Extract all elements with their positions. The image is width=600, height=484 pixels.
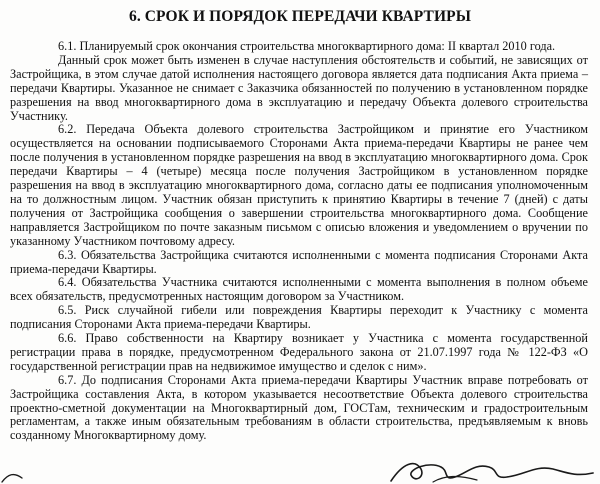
section-heading: 6. СРОК И ПОРЯДОК ПЕРЕДАЧИ КВАРТИРЫ (128, 8, 472, 25)
paragraph-6-7: 6.7. До подписания Сторонами Акта приема-передачи Квартиры Участник вправе потребовать от Застройщика составления Акта, в котором указывается несоответствие Объекта долевого строительства проектно-сметной документации на Многоквартирный дом, ГОСТам, техническим и градостроительным регламентам, а также иным обязательным требованиям в области строительства, предъявляемым к вновь созданному Многоквартирному дому. (10, 372, 588, 443)
margin-stroke (0, 468, 30, 484)
paragraph-6-2: 6.2. Передача Объекта долевого строительства Застройщиком и принятие его Участником осуществляется на основании подписываемого Сторонами Акта приема-передачи Квартиры не ранее чем после получения в установленном порядке разрешения на ввод в эксплуатацию многоквартирного дома. Срок передачи Квартиры – 4 (четыре) месяца после получения Застройщиком в установленном порядке разрешения на ввод в эксплуатацию многоквартирного дома, согласно даты ее подписания уполномоченным на то должностным лицом. Участник обязан приступить к принятию Квартиры в течение 7 (дней) с даты получения от Застройщика сообщения о завершении строительства многоквартирного дома. Сообщение направляется Застройщиком по почте заказным письмом с описью вложения и уведомлением о вручении по указанному Участником почтовому адресу. (10, 122, 588, 248)
paragraph-6-4: 6.4. Обязательства Участника считаются исполненными с момента выполнения в полном объеме всех обязательств, предусмотренных настоящим договором за Участником. (10, 275, 588, 304)
paragraph-6-1: 6.1. Планируемый срок окончания строительства многоквартирного дома: II квартал 2010 года. (58, 39, 556, 53)
paragraph-6-3: 6.3. Обязательства Застройщика считаются исполненными с момента подписания Сторонами Акта приема-передачи Квартиры. (10, 247, 588, 276)
section-body (10, 40, 588, 443)
paragraph-6-1-note: Данный срок может быть изменен в случае наступления обстоятельств и событий, не зависящих от Застройщика, в этом случае датой исполнения настоящего договора является дата подписания Акта приема – передачи Квартиры. Указанное не снимает с Заказчика обязанностей по получению в установленном порядке разрешения на ввод многоквартирного дома в эксплуатацию и передачу Объекта долевого строительства Участнику. (10, 52, 588, 123)
paragraph-6-6: 6.6. Право собственности на Квартиру возникает у Участника с момента государственной регистрации права в порядке, предусмотренном Федерального закона от 21.07.1997 года № 122-ФЗ «О государственной регистрации прав на недвижимое имущество и сделок с ним». (10, 331, 588, 373)
handwritten-signature (385, 455, 600, 484)
paragraph-6-5: 6.5. Риск случайной гибели или повреждения Квартиры переходит к Участнику с момента подписания Сторонами Акта приема-передачи Квартиры. (10, 303, 588, 332)
